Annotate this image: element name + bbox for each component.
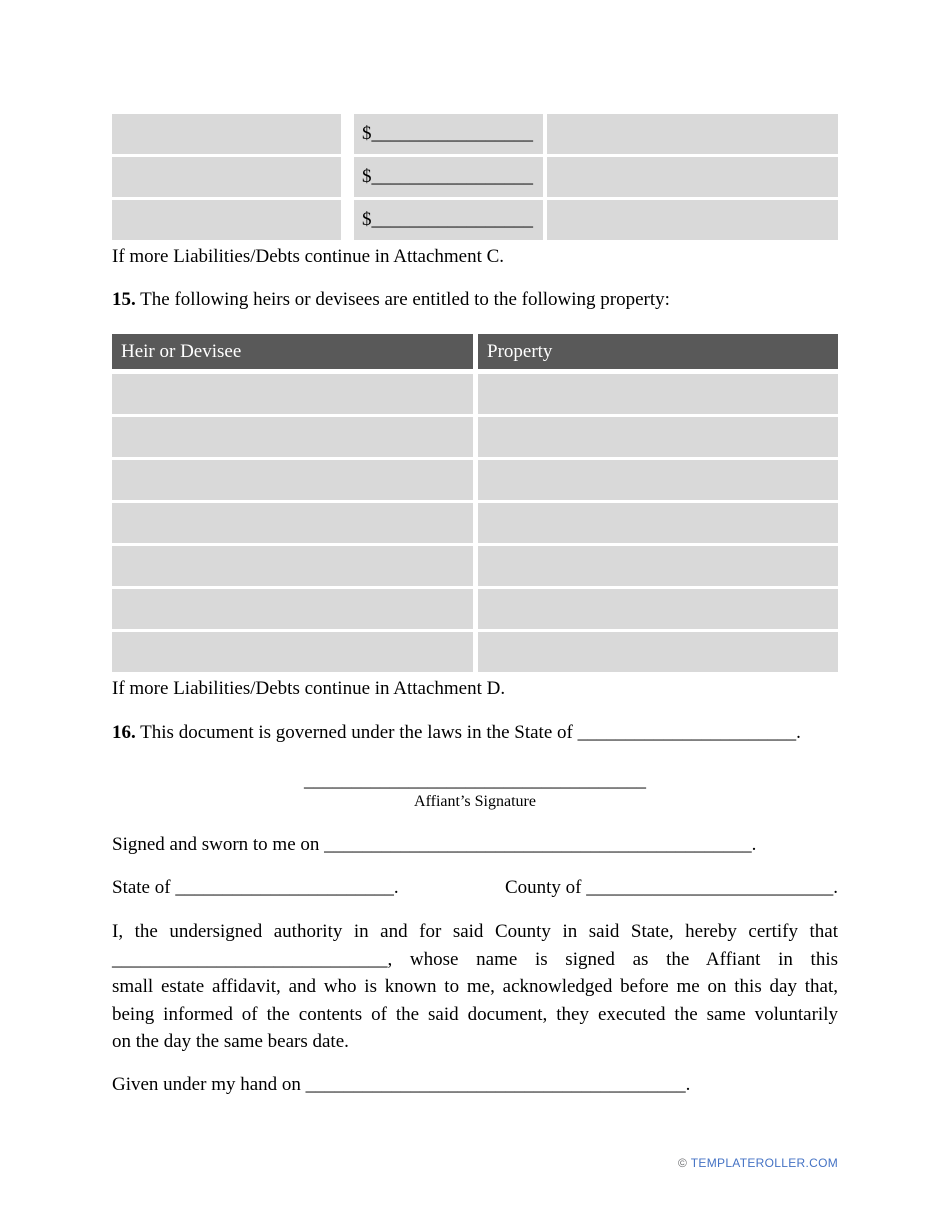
- state-blank: _______________________: [175, 877, 394, 898]
- state-line: State of _______________________.: [112, 877, 399, 898]
- heir-column-header: Heir or Devisee: [112, 334, 473, 369]
- table-row: [112, 546, 838, 586]
- table-header-row: [112, 334, 838, 369]
- certify-line: _____________________________, whose name is signed as the Affiant in this: [112, 948, 838, 970]
- certify-line: small estate affidavit, and who is known to me, acknowledged before me on this day that,: [112, 976, 838, 997]
- table-cell: [478, 546, 838, 586]
- attachment-d-note: If more Liabilities/Debts continue in Attachment D.: [112, 678, 506, 699]
- table-cell: [112, 546, 473, 586]
- amount-blank: $_________________: [362, 166, 533, 187]
- table-row: [112, 114, 838, 154]
- table-row: [112, 460, 838, 500]
- section-16-number: 16.: [112, 722, 136, 743]
- amount-cell: [354, 157, 543, 197]
- county-label: County of: [504, 877, 582, 898]
- table-cell: [112, 503, 473, 543]
- table-cell: [547, 114, 838, 154]
- sworn-date-blank: _____________________________________________: [324, 834, 752, 855]
- sworn-line: Signed and sworn to me on _____________________________________________.: [112, 834, 757, 855]
- table-cell: [478, 589, 838, 629]
- table-row: [112, 157, 838, 197]
- certify-line: being informed of the contents of the said document, they executed the same voluntarily: [112, 1003, 838, 1025]
- table-cell: [112, 374, 473, 414]
- table-cell: [478, 632, 838, 672]
- table-cell: [112, 417, 473, 457]
- given-label: Given under my hand on: [112, 1073, 301, 1095]
- table-cell: [478, 374, 838, 414]
- liabilities-table: [112, 114, 838, 240]
- table-cell: [112, 460, 473, 500]
- table-row: [112, 589, 838, 629]
- given-line: Given under my hand on ________________________________________.: [112, 1073, 691, 1095]
- table-cell: [547, 157, 838, 197]
- certify-line: I, the undersigned authority in and for said County in said State, hereby certify that: [112, 921, 838, 942]
- table-row: [112, 503, 838, 543]
- attachment-c-note: If more Liabilities/Debts continue in Attachment C.: [112, 246, 505, 267]
- state-label: State of: [112, 877, 171, 898]
- table-row: [112, 632, 838, 672]
- table-cell: [112, 632, 473, 672]
- affiant-signature-line: ____________________________________: [304, 770, 646, 791]
- table-cell: [478, 503, 838, 543]
- state-of-blank: _______________________: [577, 722, 797, 743]
- copyright-icon: ©: [677, 1155, 687, 1170]
- table-row: [112, 200, 838, 240]
- sworn-label: Signed and sworn to me on: [112, 834, 320, 855]
- affiant-signature-label: Affiant’s Signature: [414, 793, 536, 810]
- amount-blank: $_________________: [362, 123, 533, 144]
- certify-line: on the day the same bears date.: [112, 1031, 349, 1052]
- given-date-blank: ________________________________________: [305, 1073, 686, 1095]
- amount-cell: [354, 200, 543, 240]
- section-16-line: 16. This document is governed under the laws in the State of _______________________.: [112, 722, 801, 743]
- table-cell: [112, 114, 341, 154]
- section-15-heading: [112, 288, 838, 311]
- table-cell: [478, 417, 838, 457]
- table-cell: [112, 157, 341, 197]
- state-county-line: [112, 876, 838, 899]
- amount-blank: $_________________: [362, 209, 533, 230]
- footer: [112, 1156, 838, 1171]
- certify-paragraph: [112, 918, 838, 1056]
- county-blank: __________________________: [586, 877, 834, 898]
- section-15-number: 15.: [112, 289, 136, 310]
- table-row: [112, 417, 838, 457]
- property-column-header: Property: [478, 334, 838, 369]
- section-15-text: The following heirs or devisees are entitled to the following property:: [140, 289, 670, 310]
- section-16-text: This document is governed under the laws in the State of: [140, 722, 573, 743]
- county-line: County of __________________________.: [504, 877, 838, 898]
- table-cell: [112, 200, 341, 240]
- table-cell: [112, 589, 473, 629]
- table-row: [112, 374, 838, 414]
- templateroller-link[interactable]: TEMPLATEROLLER.COM: [690, 1155, 838, 1170]
- table-cell: [478, 460, 838, 500]
- heirs-table: [112, 334, 838, 672]
- table-cell: [547, 200, 838, 240]
- amount-cell: [354, 114, 543, 154]
